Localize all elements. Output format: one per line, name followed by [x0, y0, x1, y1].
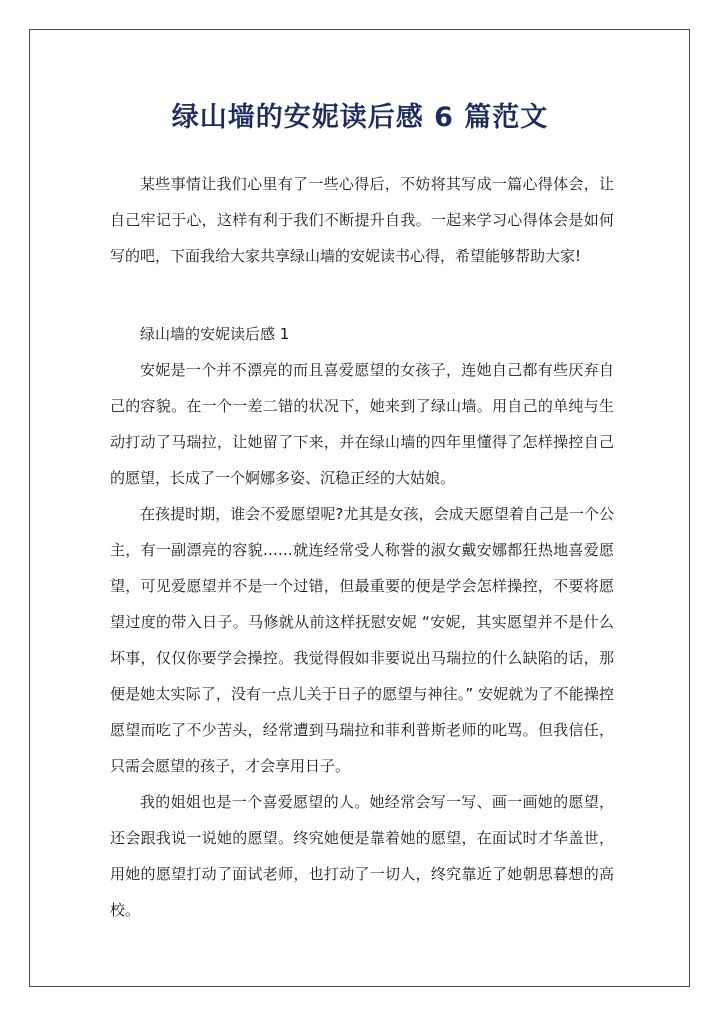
body-paragraph: 我的姐姐也是一个喜爱愿望的人。她经常会写一写、画一画她的愿望，还会跟我说一说她的愿望。终究她便是靠着她的愿望，在面试时才华盖世，用她的愿望打动了面试老师，也打动了一切人，终究靠近了她朝思暮想的高校。	[110, 793, 614, 919]
body-paragraph: 安妮是一个并不漂亮的而且喜爱愿望的女孩子，连她自己都有些厌弃自己的容貌。在一个一差二错的状况下，她来到了绿山墙。用自己的单纯与生动打动了马瑞拉，让她留了下来，并在绿山墙的四年里懂得了怎样操控自己的愿望，长成了一个婀娜多姿、沉稳正经的大姑娘。	[110, 361, 614, 487]
document-body	[110, 166, 614, 928]
document-title: 绿山墙的安妮读后感 6 篇范文	[171, 102, 549, 133]
intro-paragraph: 某些事情让我们心里有了一些心得后，不妨将其写成一篇心得体会，让自己牢记于心，这样有利于我们不断提升自我。一起来学习心得体会是如何写的吧，下面我给大家共享绿山墙的安妮读书心得，希望能够帮助大家!	[110, 175, 614, 265]
body-paragraph: 在孩提时期，谁会不爱愿望呢?尤其是女孩，会成天愿望着自己是一个公主，有一副漂亮的容貌……就连经常受人称誉的淑女戴安娜都狂热地喜爱愿望，可见爱愿望并不是一个过错，但最重要的便是学会怎样操控，不要将愿望过度的带入日子。马修就从前这样抚慰安妮 “安妮，其实愿望并不是什么坏事，仅仅你要学会操控。我觉得假如非要说出马瑞拉的什么缺陷的话，那便是她太实际了，没有一点儿关于日子的愿望与神往。” 安妮就为了不能操控愿望而吃了不少苦头，经常遭到马瑞拉和菲利普斯老师的叱骂。但我信任，只需会愿望的孩子，才会享用日子。	[110, 505, 614, 775]
section-spacer	[110, 274, 614, 316]
section-heading: 绿山墙的安妮读后感 1	[140, 325, 290, 343]
